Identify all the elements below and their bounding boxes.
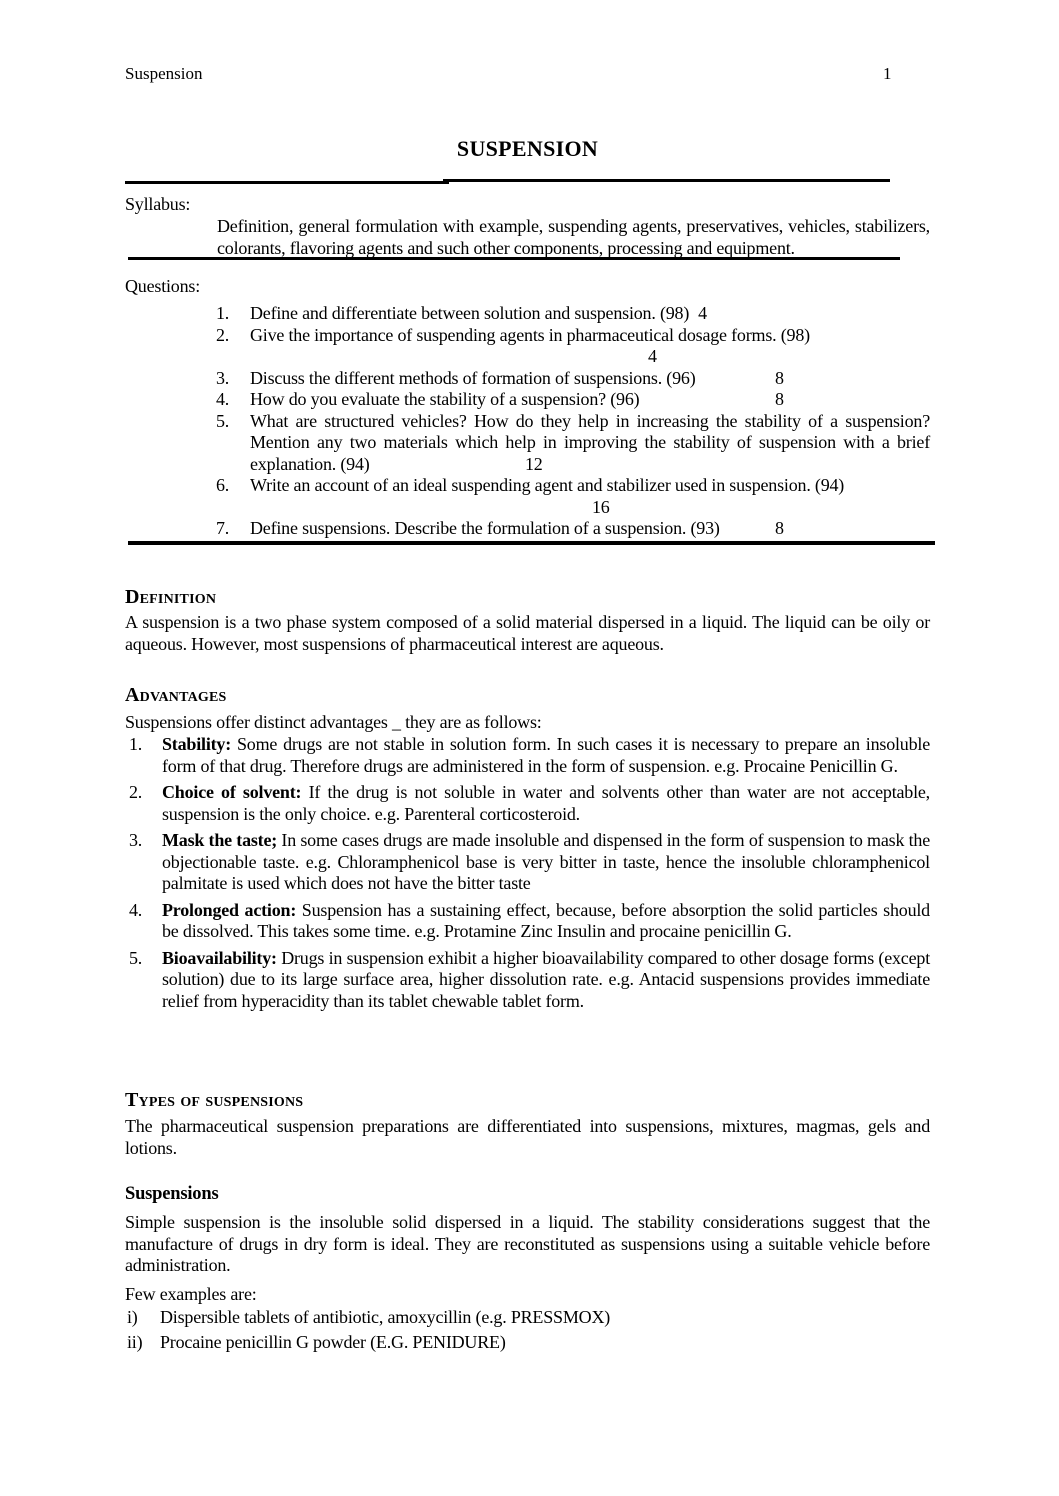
advantage-text: If the drug is not soluble in water and solvents other than water are not acceptable, suspension is the only choice. e.g. Parenteral corticosteroid. bbox=[162, 782, 930, 824]
questions-list bbox=[125, 303, 930, 540]
question-marks-line bbox=[125, 497, 930, 519]
subsection-heading-suspensions: Suspensions bbox=[125, 1184, 219, 1204]
page-number: 1 bbox=[883, 64, 892, 83]
question-text: Define suspensions. Describe the formulation of a suspension. (93) bbox=[250, 518, 720, 538]
question-number: 6. bbox=[216, 475, 230, 495]
advantages-list bbox=[125, 734, 930, 1017]
example-item bbox=[125, 1307, 930, 1329]
example-text: Procaine penicillin G powder (E.G. PENIDURE) bbox=[160, 1331, 506, 1352]
question-text: Give the importance of suspending agents in pharmaceutical dosage forms. (98) bbox=[250, 324, 810, 345]
page-content bbox=[125, 0, 930, 1496]
question-number: 1. bbox=[216, 303, 230, 323]
header-title: Suspension bbox=[125, 64, 203, 83]
question-row bbox=[125, 411, 930, 476]
question-row bbox=[125, 389, 930, 411]
question-row bbox=[125, 475, 930, 497]
advantage-text: Drugs in suspension exhibit a higher bioavailability compared to other dosage forms (except solution) due to its large surface area, higher dissolution rate. e.g. Antacid suspensions provides immediate relief from hyperacidity than its tablet chewable tablet form. bbox=[162, 947, 930, 1011]
advantage-number: 3. bbox=[129, 830, 143, 850]
question-text: Define and differentiate between solution and suspension. (98) bbox=[250, 303, 690, 323]
section-heading-definition: Definition bbox=[125, 586, 217, 608]
advantage-number: 4. bbox=[129, 899, 143, 920]
advantage-item bbox=[125, 734, 930, 777]
title-rule-right-segment bbox=[443, 179, 890, 182]
example-item bbox=[125, 1332, 930, 1354]
advantage-number: 5. bbox=[129, 947, 143, 968]
advantage-number: 2. bbox=[129, 782, 143, 802]
question-marks-line bbox=[125, 346, 930, 368]
question-marks: 16 bbox=[592, 496, 610, 517]
example-number: ii) bbox=[127, 1331, 143, 1352]
question-marks: 12 bbox=[525, 453, 543, 474]
question-text: Write an account of an ideal suspending agent and stabilizer used in suspension. (94) bbox=[250, 475, 845, 495]
types-text: The pharmaceutical suspension preparations are differentiated into suspensions, mixtures, magmas, gels and lotions. bbox=[125, 1116, 930, 1158]
question-row bbox=[125, 303, 930, 325]
advantage-label: Prolonged action: bbox=[162, 899, 297, 920]
question-number: 4. bbox=[216, 389, 230, 409]
questions-label: Questions: bbox=[125, 276, 201, 296]
advantage-text: In some cases drugs are made insoluble and dispensed in the form of suspension to mask the objectionable taste. e.g. Chloramphenicol base is very bitter in taste, hence the insoluble chloramphenicol palmitate is used which does not have the bitter taste bbox=[162, 830, 930, 893]
advantage-label: Stability: bbox=[162, 734, 232, 754]
syllabus-label: Syllabus: bbox=[125, 194, 191, 214]
question-marks: 4 bbox=[648, 346, 657, 366]
question-marks: 8 bbox=[775, 367, 784, 388]
question-marks: 4 bbox=[698, 303, 707, 323]
title-rule-left-segment bbox=[125, 181, 449, 184]
question-number: 7. bbox=[216, 518, 230, 538]
question-row bbox=[125, 368, 930, 390]
document-title: SUSPENSION bbox=[456, 136, 599, 161]
questions-bottom-rule bbox=[128, 541, 935, 545]
question-text: How do you evaluate the stability of a suspension? (96) bbox=[250, 389, 640, 409]
advantage-item bbox=[125, 830, 930, 895]
question-number: 5. bbox=[216, 410, 230, 431]
section-heading-advantages: Advantages bbox=[125, 684, 227, 706]
question-row bbox=[125, 325, 930, 347]
question-number: 2. bbox=[216, 324, 230, 345]
advantage-text: Suspension has a sustaining effect, because, before absorption the solid particles should be dissolved. This takes some time. e.g. Protamine Zinc Insulin and procaine penicillin G. bbox=[162, 899, 930, 941]
page-header bbox=[125, 64, 930, 84]
question-text: Discuss the different methods of formation of suspensions. (96) bbox=[250, 367, 696, 388]
question-row bbox=[125, 518, 930, 540]
advantage-number: 1. bbox=[129, 734, 143, 754]
advantage-text: Some drugs are not stable in solution form. In such cases it is necessary to prepare an insoluble form of that drug. Therefore drugs are administered in the form of suspension. e.g. Procaine Penicillin G. bbox=[162, 734, 930, 776]
question-marks: 8 bbox=[775, 518, 784, 538]
question-text: What are structured vehicles? How do they help in increasing the stability of a suspension? Mention any two materials which help in improving the stability of suspension with a brief explanation. (94) bbox=[250, 410, 930, 474]
advantage-item bbox=[125, 948, 930, 1013]
advantage-item bbox=[125, 900, 930, 943]
advantage-label: Bioavailability: bbox=[162, 947, 277, 968]
question-marks: 8 bbox=[775, 389, 784, 409]
section-heading-types: Types of suspensions bbox=[125, 1089, 304, 1111]
advantage-label: Choice of solvent: bbox=[162, 782, 302, 802]
examples-intro: Few examples are: bbox=[125, 1284, 257, 1304]
example-text: Dispersible tablets of antibiotic, amoxycillin (e.g. PRESSMOX) bbox=[160, 1307, 611, 1327]
advantage-item bbox=[125, 782, 930, 825]
suspensions-text: Simple suspension is the insoluble solid dispersed in a liquid. The stability considerations suggest that the manufacture of drugs in dry form is ideal. They are reconstituted as suspensions using a suitable vehicle before administration. bbox=[125, 1212, 930, 1275]
advantage-label: Mask the taste; bbox=[162, 830, 278, 850]
example-number: i) bbox=[127, 1307, 138, 1327]
examples-list bbox=[125, 1307, 930, 1356]
question-number: 3. bbox=[216, 367, 230, 388]
syllabus-text: Definition, general formulation with example, suspending agents, preservatives, vehicles, stabilizers, colorants, flavoring agents and such other components, processing and equipment. bbox=[217, 216, 930, 258]
advantages-intro: Suspensions offer distinct advantages _ they are as follows: bbox=[125, 712, 542, 732]
definition-text: A suspension is a two phase system composed of a solid material dispersed in a liquid. The liquid can be oily or aqueous. However, most suspensions of pharmaceutical interest are aqueous. bbox=[125, 612, 930, 654]
